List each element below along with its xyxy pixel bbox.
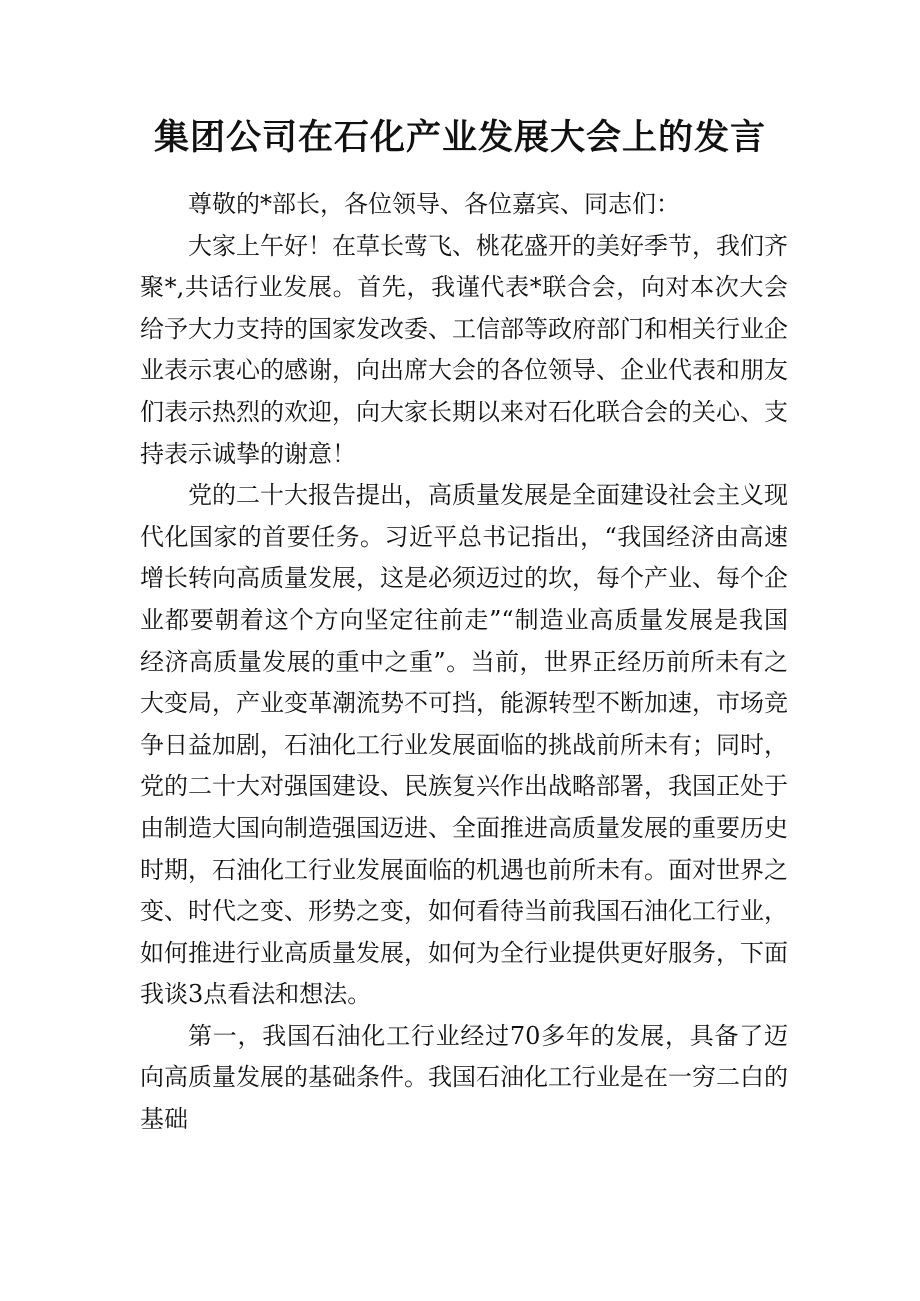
paragraph-salutation: 尊敬的*部长，各位领导、各位嘉宾、同志们： [188, 190, 680, 218]
paragraph-first-point: 第一，我国石油化工行业经过70多年的发展，具备了迈向高质量发展的基础条件。我国石油化工行业是在一穷二白的基础 [140, 1021, 788, 1134]
paragraph-context: 党的二十大报告提出，高质量发展是全面建设社会主义现代化国家的首要任务。习近平总书记指出，“我国经济由高速增长转向高质量发展，这是必须迈过的坎，每个产业、每个企业都要朝着这个方向坚定往前走”“制造业高质量发展是我国经济高质量发展的重中之重”。当前，世界正经历前所未有之大变局，产业变革潮流势不可挡，能源转型不断加速，市场竞争日益加剧，石油化工行业发展面临的挑战前所未有；同时，党的二十大对强国建设、民族复兴作出战略部署，我国正处于由制造大国向制造强国迈进、全面推进高质量发展的重要历史时期，石油化工行业发展面临的机遇也前所未有。面对世界之变、时代之变、形势之变，如何看待当前我国石油化工行业，如何推进行业高质量发展，如何为全行业提供更好服务，下面我谈3点看法和想法。 [140, 481, 788, 1009]
paragraph-greeting: 大家上午好！在草长莺飞、桃花盛开的美好季节，我们齐聚*,共话行业发展。首先，我谨代表*联合会，向对本次大会给予大力支持的国家发改委、工信部等政府部门和相关行业企业表示衷心的感谢，向出席大会的各位领导、企业代表和朋友们表示热烈的欢迎，向大家长期以来对石化联合会的关心、支持表示诚挚的谢意！ [140, 231, 788, 468]
document-title: 集团公司在石化产业发展大会上的发言 [153, 118, 766, 158]
document-body [140, 184, 788, 1141]
